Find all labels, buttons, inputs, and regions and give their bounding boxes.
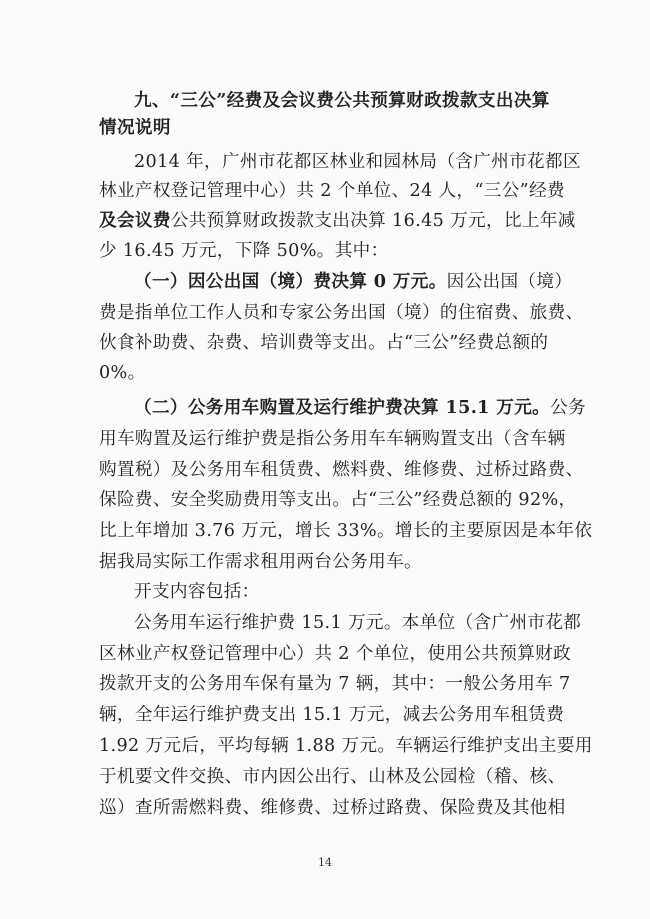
para5-line-6: 于机要文件交换、市内因公出行、山林及公园检（稽、核、	[99, 767, 566, 787]
para5-line-7: 巡）查所需燃料费、维修费、过桥过路费、保险费及其他相	[99, 798, 566, 818]
page-number: 14	[318, 856, 332, 869]
para3-line-1	[134, 397, 586, 419]
section-heading-line-2: 情况说明	[99, 117, 171, 138]
para3-line-6: 据我局实际工作需求租用两台公务用车。	[99, 552, 422, 572]
para3-line-4: 保险费、安全奖励费用等支出。占“三公”经费总额的 92%，	[99, 490, 577, 510]
para5-line-5: 1.92 万元后，平均每辆 1.88 万元。车辆运行维护支出主要用	[99, 736, 593, 756]
para3-line-5: 比上年增加 3.76 万元，增长 33%。增长的主要原因是本年依	[99, 521, 593, 541]
para3-line-1-rest: 公务	[550, 398, 586, 418]
para3-line-3: 购置税）及公务用车租赁费、燃料费、维修费、过桥过路费、	[99, 460, 584, 480]
para5-line-4: 辆，全年运行维护费支出 15.1 万元，减去公务用车租赁费	[99, 705, 565, 725]
para2-line-3: 伙食补助费、杂费、培训费等支出。占“三公”经费总额的	[99, 333, 549, 353]
para3-line-2: 用车购置及运行维护费是指公务用车车辆购置支出（含车辆	[99, 429, 566, 449]
para1-line-4: 少 16.45 万元，下降 50%。其中：	[99, 241, 389, 261]
para5-line-1: 公务用车运行维护费 15.1 万元。本单位（含广州市花都	[134, 613, 582, 633]
para1-line-3-bold: 及会议费	[99, 210, 171, 231]
para1-line-2: 林业产权登记管理中心）共 2 个单位、24 人，“三公”经费	[99, 181, 565, 201]
para4-line-1: 开支内容包括：	[134, 582, 260, 602]
para5-line-2: 区林业产权登记管理中心）共 2 个单位，使用公共预算财政	[99, 644, 572, 664]
para2-line-1	[134, 271, 572, 293]
section-heading-line-1: 九、“三公”经费及会议费公共预算财政拨款支出决算	[134, 90, 550, 111]
para2-line-1-rest: 因公出国（境）	[446, 272, 573, 292]
para1-line-3-rest: 公共预算财政拨款支出决算 16.45 万元，比上年减	[170, 211, 576, 231]
para2-line-2: 费是指单位工作人员和专家公务出国（境）的住宿费、旅费、	[99, 303, 584, 323]
para1-line-3	[99, 210, 576, 232]
para1-line-1: 2014 年，广州市花都区林业和园林局（含广州市花都区	[134, 152, 581, 172]
para3-lead-bold: （二）公务用车购置及运行维护费决算 15.1 万元。	[134, 397, 551, 418]
para2-lead-bold: （一）因公出国（境）费决算 0 万元。	[134, 271, 447, 292]
para5-line-3: 拨款开支的公务用车保有量为 7 辆，其中：一般公务用车 7	[99, 674, 571, 694]
para2-line-4: 0%。	[99, 363, 146, 383]
